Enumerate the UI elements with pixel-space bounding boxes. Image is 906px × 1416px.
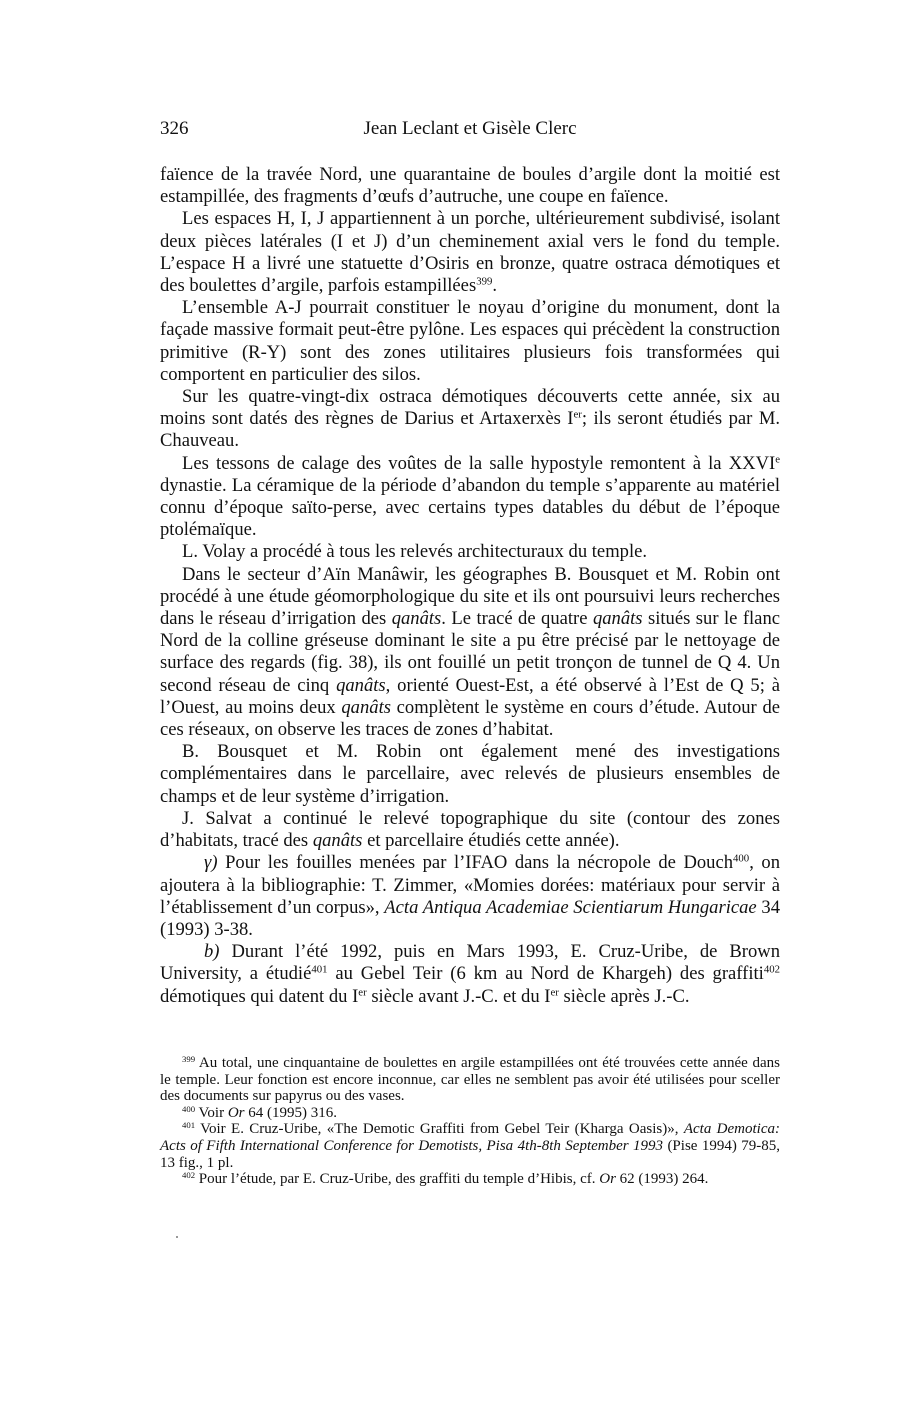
ordinal-superscript: e: [775, 453, 780, 466]
paragraph-5: [160, 453, 780, 542]
footnote-text: Pour l’étude, par E. Cruz-Uribe, des graffiti du temple d’Hibis, cf.: [195, 1171, 600, 1188]
footnote-number: 400: [182, 1103, 196, 1114]
italic-title: Or: [227, 1104, 245, 1121]
italic-title: Acta Antiqua Academiae Scientiarum Hungaricae: [384, 896, 757, 918]
paragraph-1: [160, 164, 780, 208]
footnotes: [160, 1055, 780, 1188]
paragraph-6: [160, 541, 780, 563]
paragraph-text: , orienté Ouest-Est, a été observé à l’Est de Q 5; à l’Ouest, au moins deux: [160, 674, 780, 718]
paragraph-text: .: [492, 275, 497, 297]
italic-term: qanâts: [336, 674, 386, 696]
footnote-text: 62 (1993) 264.: [615, 1171, 709, 1188]
italic-title: Or: [599, 1171, 616, 1188]
footnote-number: 402: [182, 1169, 196, 1180]
italic-term: qanâts: [341, 696, 391, 718]
paragraph-text: ; ils seront étudiés par M. Chauveau.: [160, 408, 780, 452]
page-number: 326: [160, 118, 189, 139]
footnote-text: 64 (1995) 316.: [244, 1104, 337, 1121]
paragraph-text: L’ensemble A-J pourrait constituer le noyau d’origine du monument, dont la façade massive formait peut-être pylône. Les espaces qui précèdent la construction primitive (R-Y) sont des zones utilitaires plusieurs fois transformées qui comportent en particulier des silos.: [160, 297, 780, 385]
paragraph-text: faïence de la travée Nord, une quarantaine de boules d’argile dont la moitié est estampillée, des fragments d’œufs d’autruche, une coupe en faïence.: [160, 164, 780, 208]
paragraph-9: [160, 808, 780, 852]
paragraph-11: [160, 941, 780, 1008]
page-header: [160, 118, 780, 142]
footnote-400: [160, 1105, 780, 1122]
paragraph-text: Durant l’été 1992, puis en Mars 1993, E. Cruz-Uribe, de Brown University, a étudié: [160, 941, 780, 985]
footnote-402: [160, 1171, 780, 1188]
footnote-text: Voir E. Cruz-Uribe, «The Demotic Graffiti from Gebel Teir (Kharga Oasis)»,: [195, 1121, 684, 1138]
section-label: b): [204, 941, 220, 963]
paragraph-text: au Gebel Teir (6 km au Nord de Khargeh) des graffiti: [327, 963, 764, 985]
footnote-text: (Pise 1994) 79-85, 13 fig., 1 pl.: [160, 1137, 780, 1171]
paragraph-text: Dans le secteur d’Aïn Manâwir, les géographes B. Bousquet et M. Robin ont procédé à une étude géomorphologique du site et ils ont poursuivi leurs recherches dans le réseau d’irrigation des: [160, 563, 780, 630]
ordinal-superscript: er: [550, 986, 559, 999]
footnote-text: Voir: [195, 1104, 228, 1121]
italic-title: Acta Demotica: Acts of Fifth International Conference for Demotists, Pisa 4th-8th September 1993: [160, 1121, 780, 1154]
ordinal-superscript: er: [573, 408, 582, 421]
paragraph-text: situés sur le flanc Nord de la colline gréseuse dominant le site a pu être précisé par le nettoyage de surface des regards (fig. 38), ils ont fouillé un petit tronçon de tunnel de Q 4. Un second réseau de cinq: [160, 608, 780, 696]
paragraph-text: B. Bousquet et M. Robin ont également mené des investigations complémentaires dans le parcellaire, avec relevés de plusieurs ensembles de champs et de leur système d’irrigation.: [160, 741, 780, 807]
footnote-ref-400[interactable]: 400: [733, 852, 750, 865]
paragraph-text: 34 (1993) 3-38.: [160, 896, 780, 940]
paragraph-text: Sur les quatre-vingt-dix ostraca démotiques découverts cette année, six au moins sont datés des règnes de Darius et Artaxerxès I: [160, 386, 780, 430]
paragraph-text: J. Salvat a continué le relevé topographique du site (contour des zones d’habitats, tracé des: [160, 807, 780, 852]
paragraph-text: et parcellaire étudiés cette année).: [362, 830, 620, 852]
paragraph-4: [160, 386, 780, 453]
paragraph-text: siècle avant J.-C. et du I: [366, 985, 551, 1007]
paragraph-text: , on ajoutera à la bibliographie: T. Zimmer, «Momies dorées: matériaux pour servir à l’établissement d’un corpus»,: [160, 852, 780, 918]
footnote-text: Au total, une cinquantaine de boulettes en argile estampillées ont été trouvées cette année dans le temple. Leur fonction est encore inconnue, car elles ne semblent pas avoir été utilisées pour sceller des documents sur papyrus ou des vases.: [160, 1055, 780, 1105]
paragraph-2: [160, 208, 780, 297]
footnote-number: 401: [182, 1120, 196, 1131]
paragraph-text: L. Volay a procédé à tous les relevés architecturaux du temple.: [182, 541, 648, 563]
paragraph-text: complètent le système en cours d’étude. Autour de ces réseaux, on observe les traces de zones d’habitat.: [160, 696, 780, 741]
paragraph-text: . Le tracé de quatre: [441, 608, 593, 630]
running-title: Jean Leclant et Gisèle Clerc: [363, 118, 577, 139]
paragraph-text: Pour les fouilles menées par l’IFAO dans la nécropole de Douch: [217, 852, 734, 874]
body-text: [160, 164, 780, 1008]
footnote-ref-402[interactable]: 402: [763, 963, 780, 976]
paragraph-8: [160, 741, 780, 808]
paragraph-text: démotiques qui datent du I: [160, 985, 359, 1007]
ordinal-superscript: er: [358, 986, 367, 999]
paragraph-text: Les espaces H, I, J appartiennent à un porche, ultérieurement subdivisé, isolant deux pièces latérales (I et J) d’un cheminement axial vers le fond du temple. L’espace H a livré une statuette d’Osiris en bronze, quatre ostraca démotiques et des boulettes d’argile, parfois estampillées: [160, 208, 780, 297]
italic-term: qanâts: [312, 830, 363, 852]
footnote-number: 399: [182, 1053, 196, 1064]
footnote-399: [160, 1055, 780, 1105]
section-label: γ): [204, 852, 218, 874]
paragraph-10: [160, 852, 780, 941]
paragraph-text: dynastie. La céramique de la période d’abandon du temple s’apparente au matériel connu d’époque saïto-perse, avec certains types datables du début de l’époque ptolémaïque.: [160, 474, 780, 541]
footnote-ref-401[interactable]: 401: [311, 963, 328, 976]
paragraph-text: siècle après J.-C.: [558, 985, 690, 1007]
paragraph-3: [160, 297, 780, 386]
paragraph-7: [160, 564, 780, 742]
scan-speck: [176, 1236, 178, 1238]
footnote-ref-399[interactable]: 399: [476, 275, 493, 288]
footnote-401: [160, 1121, 780, 1171]
italic-term: qanâts: [391, 608, 442, 630]
paragraph-text: Les tessons de calage des voûtes de la salle hypostyle remontent à la XXVI: [182, 452, 776, 474]
italic-term: qanâts: [592, 608, 643, 630]
